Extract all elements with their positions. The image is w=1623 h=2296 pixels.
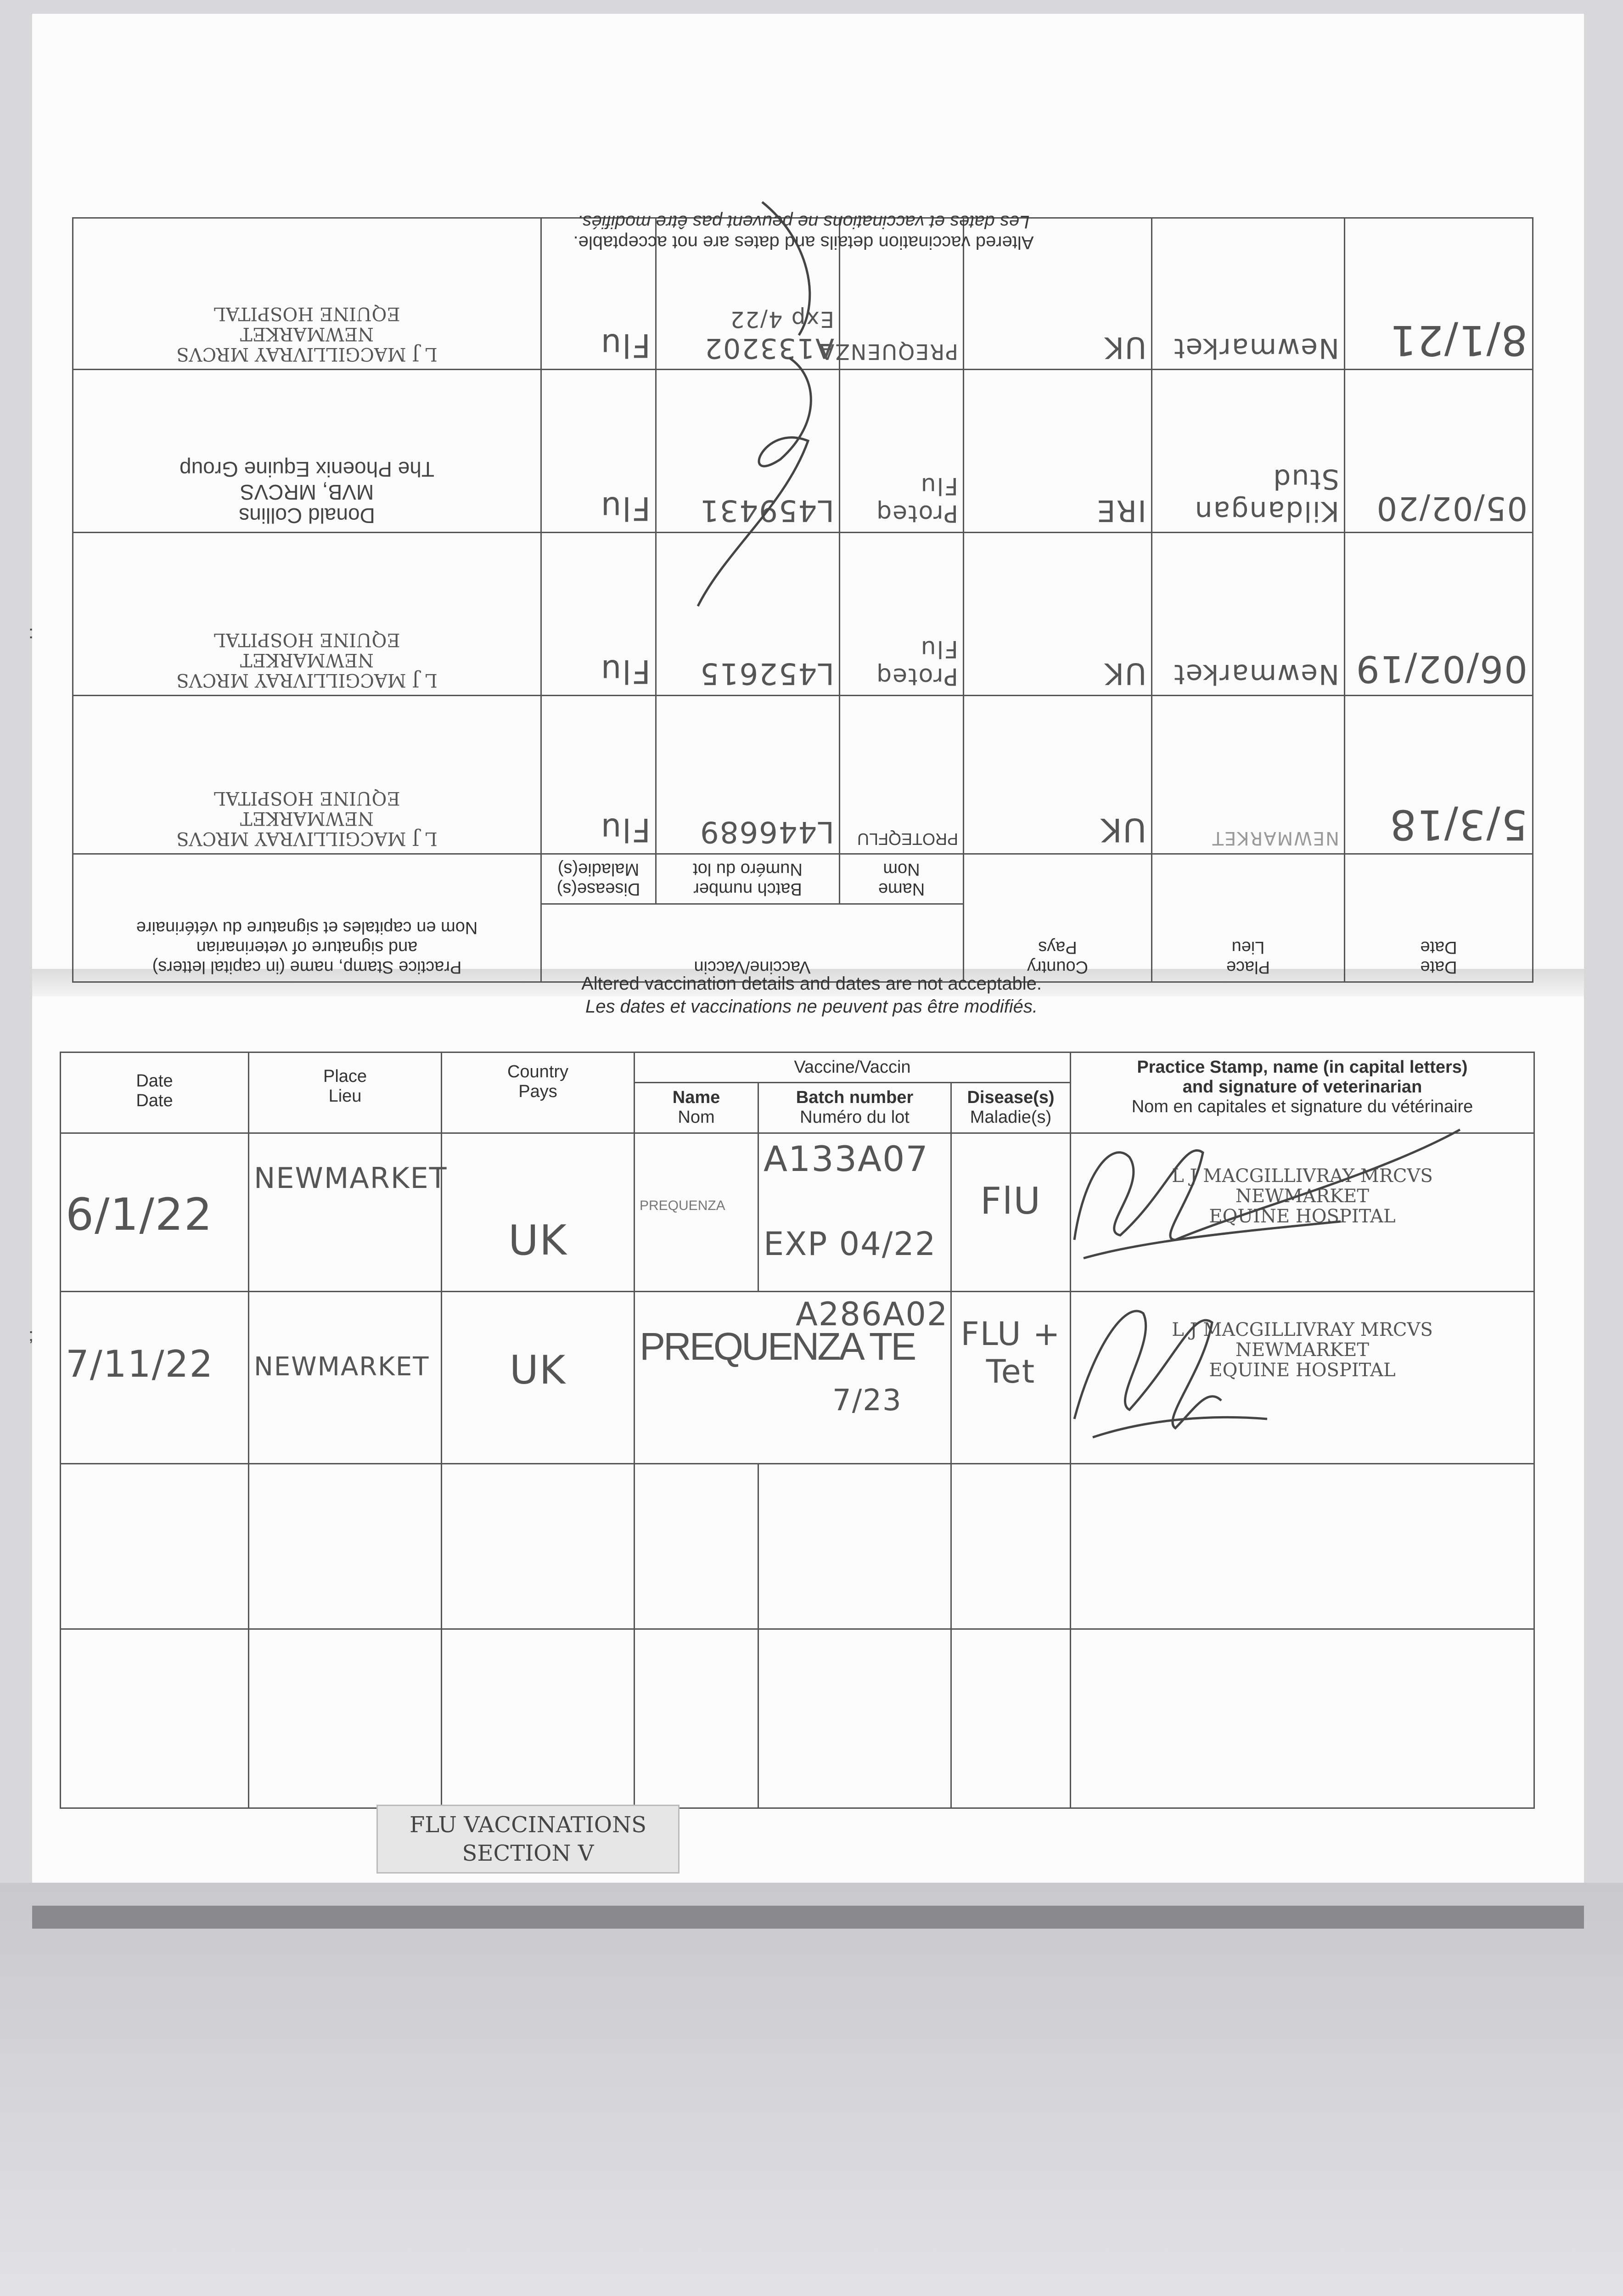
notice-altered: Altered vaccination details and dates are not acceptable. xyxy=(581,974,1042,994)
upper-row4-place: Newmarket xyxy=(1152,218,1345,370)
row4-disease xyxy=(951,1629,1071,1808)
upper-row1-country: UK xyxy=(964,696,1152,854)
signature-row2 xyxy=(1056,1281,1423,1465)
row2-stamp: L J MACGILLIVRAY MRCVS NEWMARKET EQUINE HOSPITAL xyxy=(1071,1292,1534,1464)
page-edge-band xyxy=(32,1906,1584,1929)
upper-row4-name: PREQUENZA xyxy=(840,218,964,370)
header-vaccine: Vaccine/Vaccin xyxy=(635,1052,1071,1083)
upper-row4-stamp: L J MACGILLIVRAY MRCVS NEWMARKET EQUINE HOSPITAL xyxy=(73,218,541,370)
upper-row4-disease: Flu xyxy=(541,218,656,370)
upper-row1-disease: Flu xyxy=(541,696,656,854)
row2-place: NEWMARKET xyxy=(249,1292,442,1464)
upper-row3-stamp: Donald Collins MVB, MRCVS The Phoenix Equine Group xyxy=(73,370,541,533)
upper-row2-batch: L452615 xyxy=(656,533,840,696)
scanner-background xyxy=(0,1883,1623,2296)
upper-header-batch: Batch number Numéro du lot xyxy=(656,854,840,904)
row1-place: NEWMARKET xyxy=(249,1133,442,1292)
row2-date: 7/11/22 xyxy=(61,1292,249,1464)
upper-header-date: Date Date xyxy=(1345,854,1533,982)
header-country: Country Pays xyxy=(442,1052,635,1133)
row3-place xyxy=(249,1464,442,1629)
upper-row3-country: IRE xyxy=(964,370,1152,533)
row4-name xyxy=(635,1629,758,1808)
upper-header-vaccine: Vaccine/Vaccin xyxy=(541,904,964,982)
upper-row1-batch: L446689 xyxy=(656,696,840,854)
upper-notice: Altered vaccination details and dates are not acceptable. Les dates et vaccinations ne peuvent pas être modifiés. xyxy=(573,212,1034,253)
row3-batch xyxy=(758,1464,951,1629)
upper-row2-date: 06/02/19 xyxy=(1345,533,1533,696)
signature-row1 xyxy=(1056,1120,1469,1267)
header-disease: Disease(s) Maladie(s) xyxy=(951,1083,1071,1133)
upper-row2-place: Newmarket xyxy=(1152,533,1345,696)
row4-stamp xyxy=(1071,1629,1534,1808)
row3-date xyxy=(61,1464,249,1629)
header-date: Date Date xyxy=(61,1052,249,1133)
upper-row3-batch: L459431 xyxy=(656,370,840,533)
row2-country: UK xyxy=(442,1292,635,1464)
row2-disease: FLU + Tet xyxy=(951,1292,1071,1464)
table-row xyxy=(61,1629,1534,1808)
row3-country xyxy=(442,1464,635,1629)
notice-altered-fr: Les dates et vaccinations ne peuvent pas être modifiés. xyxy=(585,996,1038,1017)
table-row xyxy=(61,1464,1534,1629)
row4-place xyxy=(249,1629,442,1808)
upper-row1-name: PROTEQFLU xyxy=(840,696,964,854)
margin-mark: : xyxy=(28,622,34,642)
upper-row2-stamp: L J MACGILLIVRAY MRCVS NEWMARKET EQUINE HOSPITAL xyxy=(73,533,541,696)
upper-row3-disease: Flu xyxy=(541,370,656,533)
upper-row1-date: 5/3/18 xyxy=(1345,696,1533,854)
upper-row1-place: NEWMARKET xyxy=(1152,696,1345,854)
table-row xyxy=(73,696,1533,854)
upper-row2-name: Proteq Flu xyxy=(840,533,964,696)
header-batch: Batch number Numéro du lot xyxy=(758,1083,951,1133)
row4-country xyxy=(442,1629,635,1808)
row1-batch: A133A07 EXP 04/22 xyxy=(758,1133,951,1292)
upper-row1-stamp: L J MACGILLIVRAY MRCVS NEWMARKET EQUINE HOSPITAL xyxy=(73,696,541,854)
row1-date: 6/1/22 xyxy=(61,1133,249,1292)
row1-disease: FlU xyxy=(951,1133,1071,1292)
header-stamp: Practice Stamp, name (in capital letters) and signature of veterinarian Nom en capitales et signature du vétérinaire xyxy=(1071,1052,1534,1133)
header-name: Name Nom xyxy=(635,1083,758,1133)
signature-upper xyxy=(670,184,845,643)
upper-row4-batch: A133202 Exp 4/22 xyxy=(656,218,840,370)
upper-header-place: Place Lieu xyxy=(1152,854,1345,982)
upper-row3-place: Kildangan Stud xyxy=(1152,370,1345,533)
row1-country: UK xyxy=(442,1133,635,1292)
row4-batch xyxy=(758,1629,951,1808)
margin-mark: ; xyxy=(28,1325,34,1345)
upper-row4-date: 8/1/21 xyxy=(1345,218,1533,370)
row2-name: PREQUENZA TE A286A02 7/23 xyxy=(635,1292,951,1464)
row1-stamp: L J MACGILLIVRAY MRCVS NEWMARKET EQUINE HOSPITAL xyxy=(1071,1133,1534,1292)
row4-date xyxy=(61,1629,249,1808)
row3-name xyxy=(635,1464,758,1629)
upper-row3-name: Proteq Flu xyxy=(840,370,964,533)
upper-row2-disease: Flu xyxy=(541,533,656,696)
header-place: Place Lieu xyxy=(249,1052,442,1133)
row3-disease xyxy=(951,1464,1071,1629)
upper-header-stamp: Practice Stamp, name (in capital letters) and signature of veterinarian Nom en capitales et signature du vétérinaire xyxy=(73,854,541,982)
upper-header-name: Name Nom xyxy=(840,854,964,904)
row3-stamp xyxy=(1071,1464,1534,1629)
row1-name: PREQUENZA xyxy=(635,1133,758,1292)
upper-header-disease: Disease(s) Maladie(s) xyxy=(541,854,656,904)
section-label: FLU VACCINATIONS SECTION V xyxy=(376,1805,680,1874)
upper-row4-country: UK xyxy=(964,218,1152,370)
upper-header-country: Country Pays xyxy=(964,854,1152,982)
upper-row2-country: UK xyxy=(964,533,1152,696)
upper-row3-date: 05/02/20 xyxy=(1345,370,1533,533)
